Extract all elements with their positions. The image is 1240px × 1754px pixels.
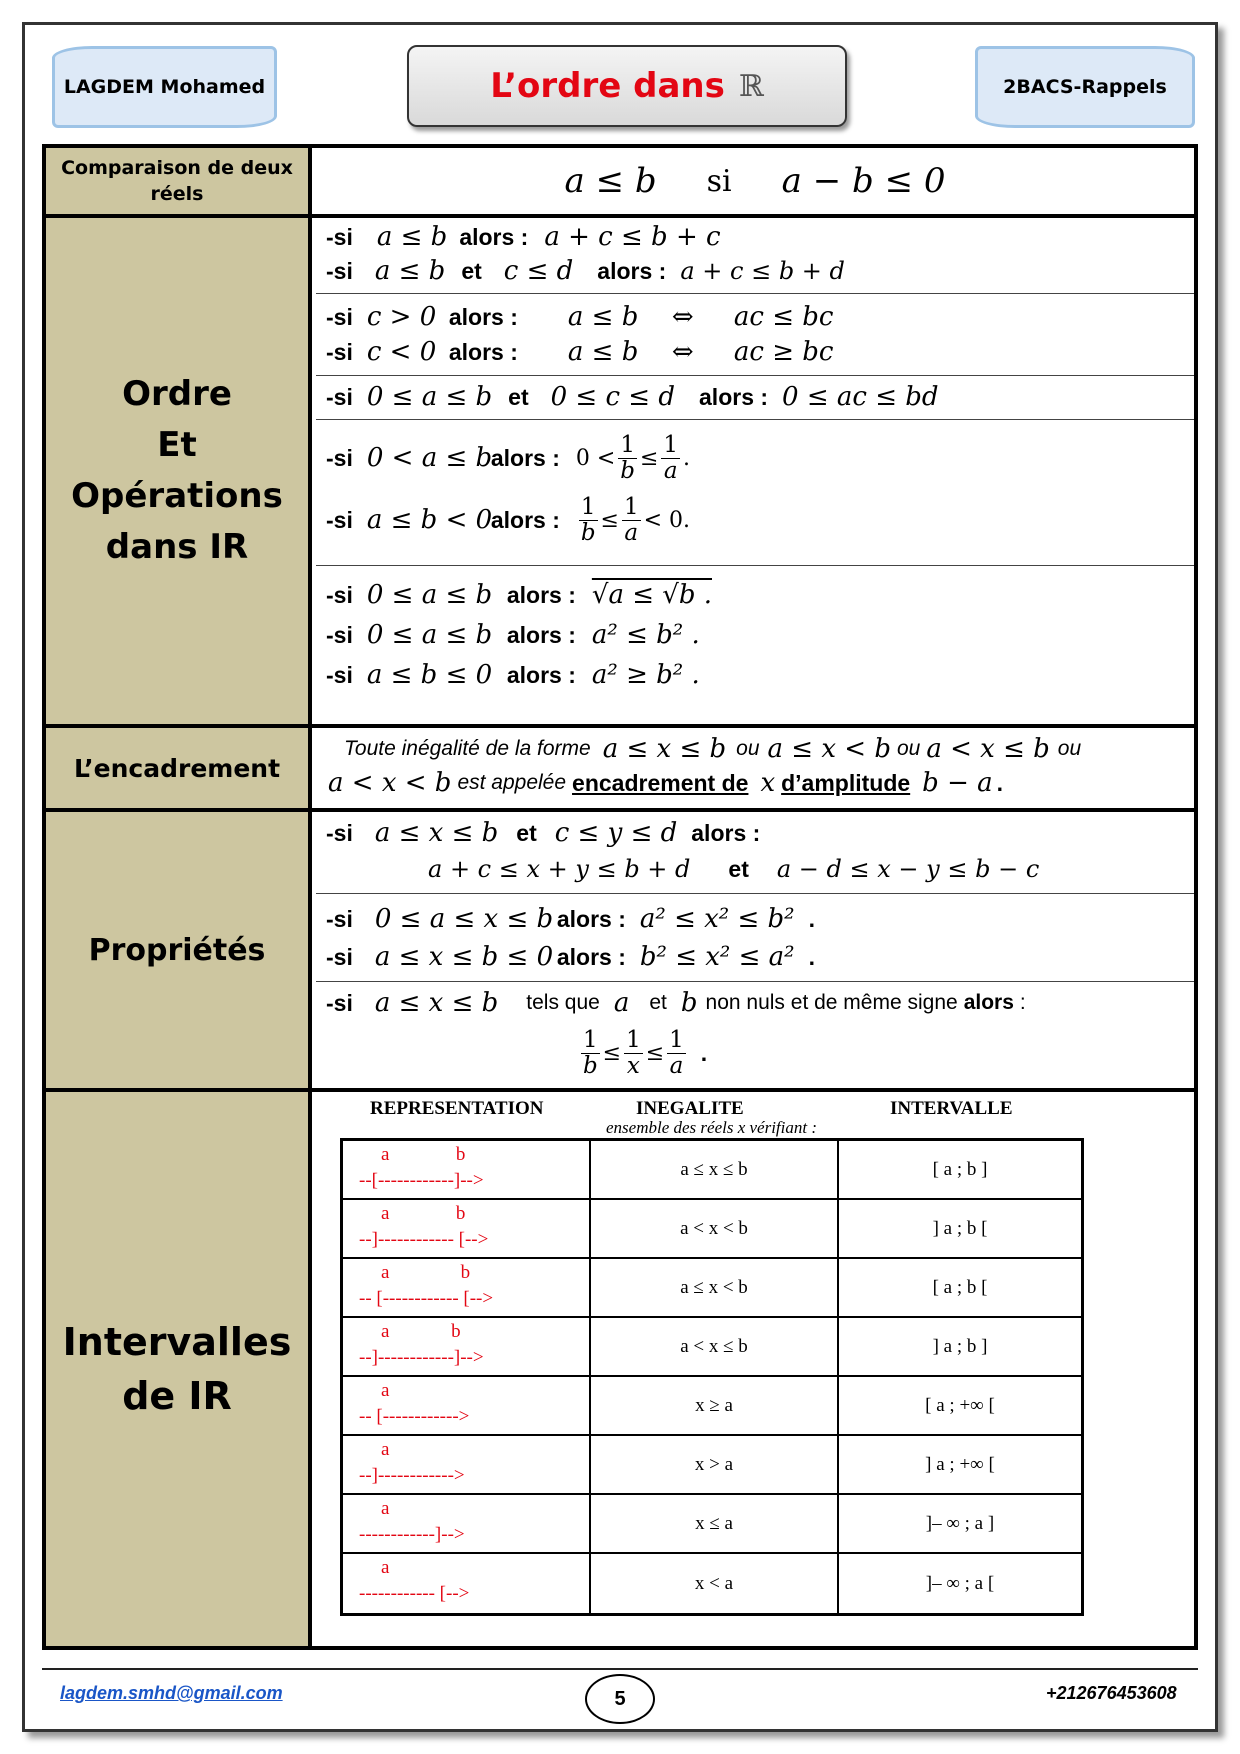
result: a² ≤ x² ≤ b² [639,904,795,934]
real-numbers-symbol: ℝ [738,68,764,104]
fraction [624,1028,643,1079]
inegalite-cell: a ≤ x < b [591,1259,839,1316]
fraction-numerator: 1 [669,1026,684,1053]
level-label: 2BACS-Rappels [1003,76,1167,98]
intervals-grid [340,1138,1084,1616]
period: . [808,905,815,932]
et-label: et [461,257,482,284]
interval-row [343,1259,1081,1318]
condition: a ≤ x ≤ b [374,818,499,848]
result: √a ≤ √b . [591,580,712,610]
inegalite-cell: a < x ≤ b [591,1318,839,1375]
inegalite-cell: x ≤ a [591,1495,839,1552]
result: 0 ≤ ac ≤ bd [782,382,939,412]
le-symbol: ≤ [602,1040,622,1066]
level-banner [975,46,1195,128]
si-label: -si [326,905,353,932]
inequality-right: ac ≤ bc [733,302,834,332]
fraction-numerator: 1 [580,493,596,520]
author-name: LAGDEM Mohamed [63,76,266,98]
section-content-intervalles [316,1092,1194,1646]
variable-x: x [760,768,776,798]
page-title: L’ordre dans [490,66,725,106]
condition: c ≤ d [503,256,574,286]
variable-b: b [680,988,698,1018]
rule-line [326,578,1194,612]
period: . [808,943,815,970]
fraction [581,1028,600,1079]
alors-label: alors : [459,223,529,250]
interval-row [343,1495,1081,1554]
rule-line [326,220,1194,254]
fraction-denominator: b [582,1052,598,1079]
condition: a ≤ x ≤ b [374,988,499,1018]
representation-labels: a [381,1498,390,1519]
label-line: Intervalles [62,1320,292,1364]
property-line [326,986,1194,1020]
fraction [661,433,680,484]
alors-label: alors : [490,506,560,533]
representation-cell [343,1318,591,1375]
inequality-right: ac ≥ bc [733,337,834,367]
interval-row [343,1141,1081,1200]
intervalle-cell: ] a ; +∞ [ [925,1453,995,1475]
representation-cell [343,1141,591,1198]
si-label: -si [326,444,353,471]
result: a + c ≤ b + d [680,257,845,285]
alors-label: alors : [506,621,576,648]
inequality-suffix: . [683,445,691,471]
section-proprietes [46,812,1194,1088]
property-line [326,816,1194,850]
condition: 0 ≤ a ≤ b [366,620,493,650]
interval-row [343,1200,1081,1259]
label-line: dans IR [105,527,249,567]
fraction-denominator: a [669,1052,684,1079]
si-label: -si [326,621,353,648]
alors-label: alors : [556,905,626,932]
encadrement-line [344,732,1194,766]
inegalite-cell: a < x < b [591,1200,839,1257]
col-header-inegalite-sub: ensemble des réels x vérifiant : [606,1118,818,1137]
fraction-denominator: b [620,457,635,484]
inegalite-cell: a ≤ x ≤ b [591,1141,839,1198]
formula: a < x ≤ b [926,734,1050,764]
comparison-formula [316,148,1194,214]
representation-number-line: --[------------]--> [359,1170,484,1191]
condition: a ≤ b [376,222,448,252]
condition: a ≤ b [374,256,446,286]
formula: a ≤ x < b [767,734,891,764]
fraction-numerator: 1 [620,431,635,458]
condition: a ≤ x ≤ b ≤ 0 [374,942,554,972]
formula: a ≤ x ≤ b [602,734,727,764]
alors-label: alors : [448,338,518,365]
ou-text: ou [736,737,760,760]
section-label-ordre [46,218,312,724]
alors-label: alors : [506,581,576,608]
condition: c < 0 [366,337,437,367]
ou-text: ou [896,737,921,760]
encadrement-term: encadrement de [572,769,749,796]
fraction-numerator: 1 [583,1026,598,1053]
section-content-comparison [316,148,1194,214]
equivalence-symbol: ⇔ [671,337,694,367]
intervalle-cell: ] a ; b [ [932,1217,988,1239]
si-label: -si [326,943,353,970]
rule-line [326,430,1194,486]
footer-divider [42,1668,1198,1670]
section-label-intervalles [46,1092,312,1646]
condition: 0 < a ≤ b [366,443,493,473]
section-encadrement [46,728,1194,808]
representation-labels: a [381,1380,390,1401]
rule-line [326,492,1194,548]
property-inverse [316,982,1194,1088]
representation-cell [343,1436,591,1493]
fraction [622,495,641,546]
label-line: de IR [122,1374,232,1418]
si-label: -si [326,661,353,688]
representation-number-line: --]------------> [359,1465,465,1486]
condition: a ≤ b < 0 [366,505,493,535]
result: a + c ≤ x + y ≤ b + d [428,855,691,883]
rule-product [316,376,1194,420]
intervalle-cell: ] a ; b ] [932,1335,988,1357]
amplitude-value: b − a [922,768,993,798]
result: b² ≤ x² ≤ a² [639,942,795,972]
representation-number-line: ------------]--> [359,1524,465,1545]
representation-labels: a b [381,1262,471,1283]
intervalle-cell: [ a ; b [ [932,1276,988,1298]
representation-cell [343,1377,591,1434]
fraction-numerator: 1 [626,1026,641,1053]
fraction-denominator: b [580,519,596,546]
ou-text: ou [1057,737,1082,760]
col-header-inegalite: INEGALITE [636,1098,744,1119]
alors-label: alors : [699,383,769,410]
representation-cell [343,1495,591,1552]
comparison-lhs: a ≤ b [564,161,657,201]
inequality-suffix: < 0. [643,507,691,533]
rule-multiplication [316,294,1194,376]
representation-cell [343,1554,591,1613]
representation-number-line: --]------------]--> [359,1347,484,1368]
fraction-denominator: x [626,1052,640,1079]
representation-number-line: -- [------------> [359,1406,470,1427]
section-label-comparison: Comparaison de deux réels [46,148,312,214]
alors-label: alors : [448,303,518,330]
rule-inverse [316,420,1194,566]
label-line: Opérations [71,476,283,516]
section-comparison [46,148,1194,214]
si-label: -si [326,338,353,365]
text: tels que [526,991,600,1014]
representation-labels: a [381,1557,390,1578]
condition: 0 ≤ a ≤ b [366,580,493,610]
inegalite-cell: x ≥ a [591,1377,839,1434]
interval-row [343,1377,1081,1436]
inequality-left: a ≤ b [567,302,639,332]
si-label: -si [326,303,353,330]
inequality-prefix: 0 < [575,445,616,471]
phone-number: +212676453608 [1046,1683,1177,1703]
equivalence-symbol: ⇔ [671,302,694,332]
representation-labels: a b [381,1321,461,1342]
si-label: -si [326,223,353,250]
si-label: -si [326,383,353,410]
le-symbol: ≤ [639,445,659,471]
fraction-denominator: a [624,519,639,546]
label-line: Et [157,425,197,465]
alors-label: alors [963,991,1014,1014]
col-header-representation: REPRESENTATION [370,1098,544,1119]
representation-number-line: --]------------ [--> [359,1229,489,1250]
property-square [316,894,1194,982]
text: non nuls et de même signe [705,991,958,1014]
rule-line [326,335,1194,369]
result: a² ≥ b² . [591,660,700,690]
rule-line [326,658,1194,692]
result: a − d ≤ x − y ≤ b − c [776,855,1040,883]
representation-number-line: ------------ [--> [359,1583,470,1604]
main-table [42,144,1198,1650]
amplitude-term: d’amplitude [781,769,911,796]
section-intervalles [46,1092,1194,1646]
text: est appelée [457,771,567,794]
inequality-left: a ≤ b [567,337,639,367]
si-label: -si [326,581,353,608]
period: . [700,1039,708,1066]
author-banner [52,46,277,128]
alors-label: alors : [556,943,626,970]
page-title-box [407,45,847,127]
condition: c ≤ y ≤ d [554,818,678,848]
condition: a ≤ b ≤ 0 [366,660,493,690]
label-line: Ordre [122,374,232,414]
alors-label: alors : [597,257,667,284]
le-symbol: ≤ [600,507,619,533]
si-label: -si [326,819,353,846]
rule-line [326,254,1194,288]
section-ordre [46,218,1194,724]
property-line [326,940,1194,974]
et-label: et [728,855,749,882]
condition: 0 ≤ a ≤ x ≤ b [374,904,554,934]
interval-row [343,1436,1081,1495]
colon: : [1019,991,1026,1014]
email-link[interactable]: lagdem.smhd@gmail.com [60,1683,283,1703]
col-header-intervalle: INTERVALLE [890,1098,1013,1119]
si-label: -si [326,506,353,533]
intervalle-cell: ]– ∞ ; a [ [925,1572,995,1594]
representation-cell [343,1259,591,1316]
period: . [996,769,1004,796]
inegalite-cell: x < a [591,1554,839,1613]
intervalle-cell: [ a ; +∞ [ [925,1394,995,1416]
fraction [618,433,637,484]
intervals-table [316,1092,1116,1642]
formula: a < x < b [328,768,452,798]
fraction-denominator: a [663,457,678,484]
section-content-proprietes [316,812,1194,1088]
representation-labels: a [381,1439,390,1460]
alors-label: alors : [506,661,576,688]
si-label: -si [326,989,353,1016]
inegalite-cell: x > a [591,1436,839,1493]
et-label: et [516,819,537,846]
rule-line [326,618,1194,652]
rule-line [326,380,1194,414]
property-line [428,852,1194,886]
section-label-proprietes: Propriétés [46,812,312,1088]
comparison-rhs: a − b ≤ 0 [781,161,946,201]
text: Toute inégalité de la forme [344,737,591,760]
rule-addition [316,218,1194,294]
section-label-encadrement: L’encadrement [46,728,312,808]
section-content-ordre [316,218,1194,724]
fraction-numerator: 1 [623,493,639,520]
variable-a: a [613,988,630,1018]
fraction [579,495,598,546]
representation-cell [343,1200,591,1257]
property-line [578,1024,1194,1082]
le-symbol: ≤ [645,1040,665,1066]
alors-label: alors : [490,444,560,471]
fraction [667,1028,686,1079]
interval-row [343,1318,1081,1377]
intervalle-cell: ]– ∞ ; a ] [925,1512,995,1534]
section-content-encadrement [316,728,1194,808]
representation-labels: a b [381,1203,466,1224]
condition: 0 ≤ a ≤ b [366,382,493,412]
text: et [649,991,667,1014]
comparison-si: si [706,163,732,199]
interval-row [343,1554,1081,1613]
result: a + c ≤ b + c [544,222,721,252]
condition: 0 ≤ c ≤ d [550,382,676,412]
representation-number-line: -- [------------ [--> [359,1288,494,1309]
condition: c > 0 [366,302,437,332]
fraction-numerator: 1 [663,431,679,458]
rule-line [326,300,1194,334]
intervalle-cell: [ a ; b ] [932,1158,988,1180]
rule-root-square [316,566,1194,724]
encadrement-line [328,766,1194,800]
property-sum-difference [316,812,1194,894]
alors-label: alors : [691,819,761,846]
et-label: et [508,383,529,410]
result: a² ≤ b² . [591,620,700,650]
page-number: 5 [585,1674,655,1724]
property-line [326,902,1194,936]
si-label: -si [326,257,353,284]
representation-labels: a b [381,1144,466,1165]
